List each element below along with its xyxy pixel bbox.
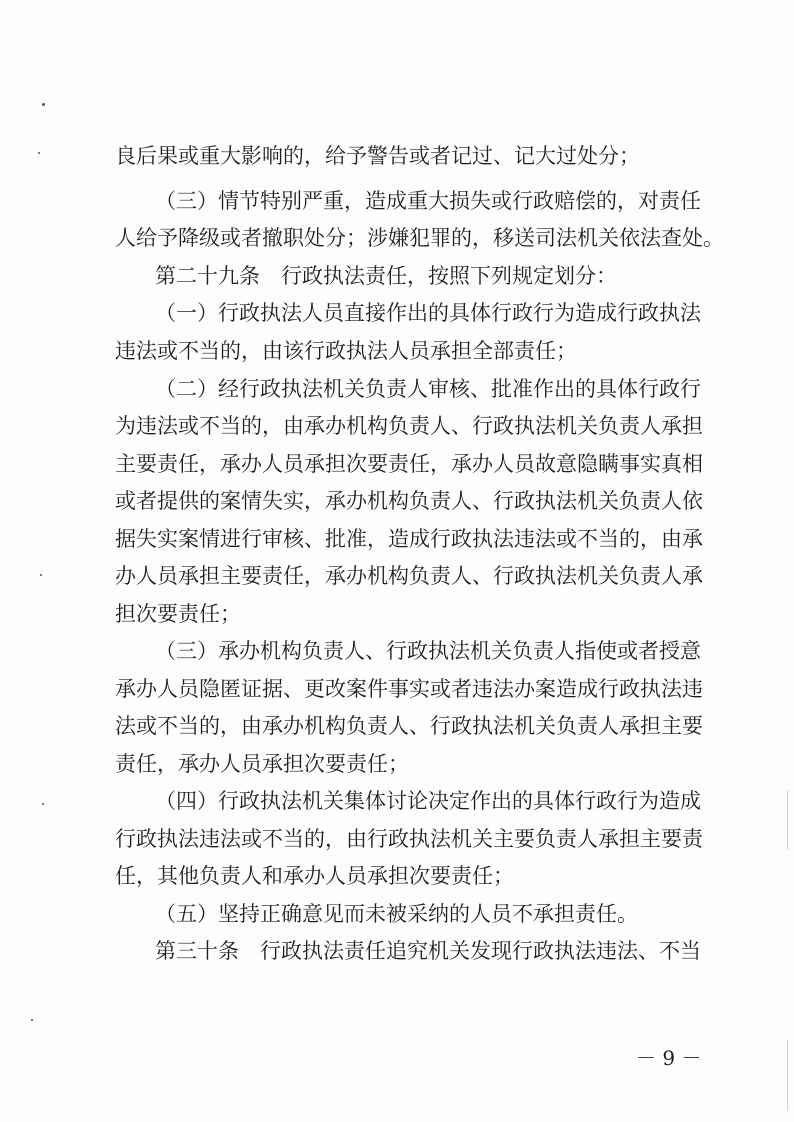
scan-speck	[38, 152, 40, 154]
text-line: 违法或不当的，由该行政执法人员承担全部责任；	[115, 339, 577, 363]
text-line: 良后果或重大影响的，给予警告或者记过、记大过处分；	[115, 144, 640, 168]
scan-speck	[31, 1019, 33, 1021]
scan-speck	[42, 803, 44, 805]
text-line: 人给予降级或者撤职处分；涉嫌犯罪的，移送司法机关依法查处。	[115, 226, 724, 250]
text-line: 责任，承办人员承担次要责任；	[115, 752, 409, 776]
text-line: 第二十九条 行政执法责任，按照下列规定划分：	[155, 264, 617, 288]
text-line: 担次要责任；	[115, 602, 241, 626]
text-line: 法或不当的，由承办机构负责人、行政执法机关负责人承担主要	[115, 714, 703, 738]
text-line: 为违法或不当的，由承办机构负责人、行政执法机关负责人承担	[115, 414, 703, 438]
scan-edge-mark	[787, 1040, 788, 1110]
page-number: － 9 －	[636, 1046, 702, 1070]
text-line: 承办人员隐匿证据、更改案件事实或者违法办案造成行政执法违	[115, 677, 703, 701]
text-line: （五）坚持正确意见而未被采纳的人员不承担责任。	[155, 902, 638, 926]
text-line: 任，其他负责人和承办人员承担次要责任；	[115, 864, 514, 888]
text-line: （二）经行政执法机关负责人审核、批准作出的具体行政行	[155, 377, 701, 401]
text-line: （三）承办机构负责人、行政执法机关负责人指使或者授意	[155, 639, 701, 663]
scan-speck	[42, 103, 45, 106]
scan-edge-mark	[787, 790, 788, 850]
text-line: 据失实案情进行审核、批准，造成行政执法违法或不当的，由承	[115, 527, 703, 551]
text-line: 或者提供的案情失实，承办机构负责人、行政执法机关负责人依	[115, 489, 703, 513]
text-line: 办人员承担主要责任，承办机构负责人、行政执法机关负责人承	[115, 564, 703, 588]
text-line: （四）行政执法机关集体讨论决定作出的具体行政行为造成	[155, 789, 701, 813]
text-line: 行政执法违法或不当的，由行政执法机关主要负责人承担主要责	[115, 827, 703, 851]
text-line: （一）行政执法人员直接作出的具体行政行为造成行政执法	[155, 301, 701, 325]
text-line: （三）情节特别严重，造成重大损失或行政赔偿的，对责任	[155, 189, 701, 213]
text-line: 主要责任，承办人员承担次要责任，承办人员故意隐瞒事实真相	[115, 452, 703, 476]
text-line: 第三十条 行政执法责任追究机关发现行政执法违法、不当	[155, 939, 701, 963]
scan-speck	[40, 574, 42, 576]
